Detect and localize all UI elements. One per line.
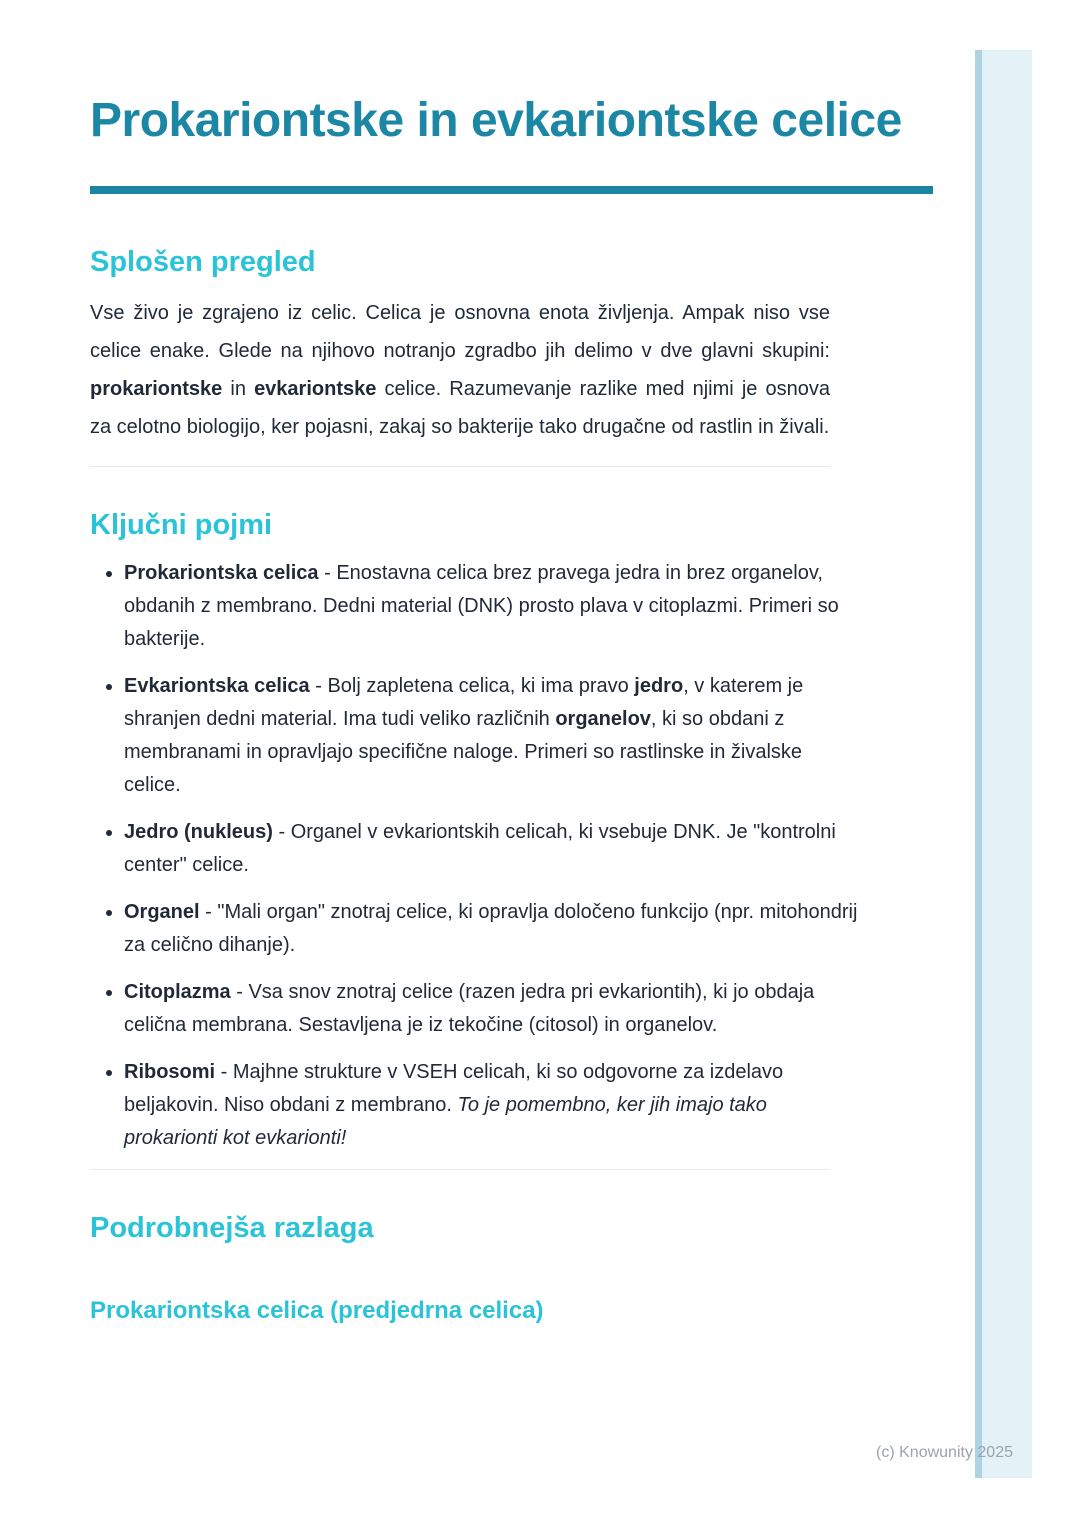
overview-paragraph: Vse živo je zgrajeno iz celic. Celica je osnovna enota življenja. Ampak niso vse celice enake. Glede na njihovo notranjo zgradbo jih delimo v dve glavni skupini: prokariontske in evkariontske celice. Razumevanje razlike med njimi je osnova za celotno biologijo, ker pojasni, zakaj so bakterije tako drugačne od rastlin in živali. [90, 302, 830, 438]
subsection-heading-prokaryotic-cell: Prokariontska celica (predjedrna celica) [90, 1297, 544, 1324]
section-divider [90, 466, 830, 467]
list-item: • Citoplazma - Vsa snov znotraj celice (razen jedra pri evkariontih), ki jo obdaja celična membrana. Sestavljena je iz tekočine (citosol) in organelov. [124, 976, 864, 1042]
list-item: • Jedro (nukleus) - Organel v evkariontskih celicah, ki vsebuje DNK. Je "kontrolni center" celice. [124, 816, 864, 882]
document-content [90, 0, 933, 1326]
section-divider [90, 1169, 830, 1170]
page-edge-accent-bar [975, 50, 1032, 1478]
list-item: • Prokariontska celica - Enostavna celica brez pravega jedra in brez organelov, obdanih z membrano. Dedni material (DNK) prosto plava v citoplazmi. Primeri so bakterije. [124, 557, 864, 656]
list-item: • Evkariontska celica - Bolj zapletena celica, ki ima pravo jedro, v katerem je shranjen dedni material. Ima tudi veliko različnih organelov, ki so obdani z membranami in opravljajo specifične naloge. Primeri so rastlinske in živalske celice. [124, 670, 864, 802]
section-heading-key-terms: Ključni pojmi [90, 509, 273, 541]
title-underline-rule [90, 186, 933, 194]
page-title: Prokariontske in evkariontske celice [90, 94, 902, 147]
list-item: • Organel - "Mali organ" znotraj celice, ki opravlja določeno funkcijo (npr. mitohondrij za celično dihanje). [124, 896, 864, 962]
footer-credit: (c) Knowunity 2025 [876, 1444, 1013, 1461]
section-heading-detail: Podrobnejša razlaga [90, 1212, 374, 1244]
key-terms-list [90, 557, 864, 1155]
section-heading-overview: Splošen pregled [90, 246, 316, 278]
list-item: • Ribosomi - Majhne strukture v VSEH celicah, ki so odgovorne za izdelavo beljakovin. Niso obdani z membrano. To je pomembno, ker jih imajo tako prokarionti kot evkarionti! [124, 1056, 864, 1155]
